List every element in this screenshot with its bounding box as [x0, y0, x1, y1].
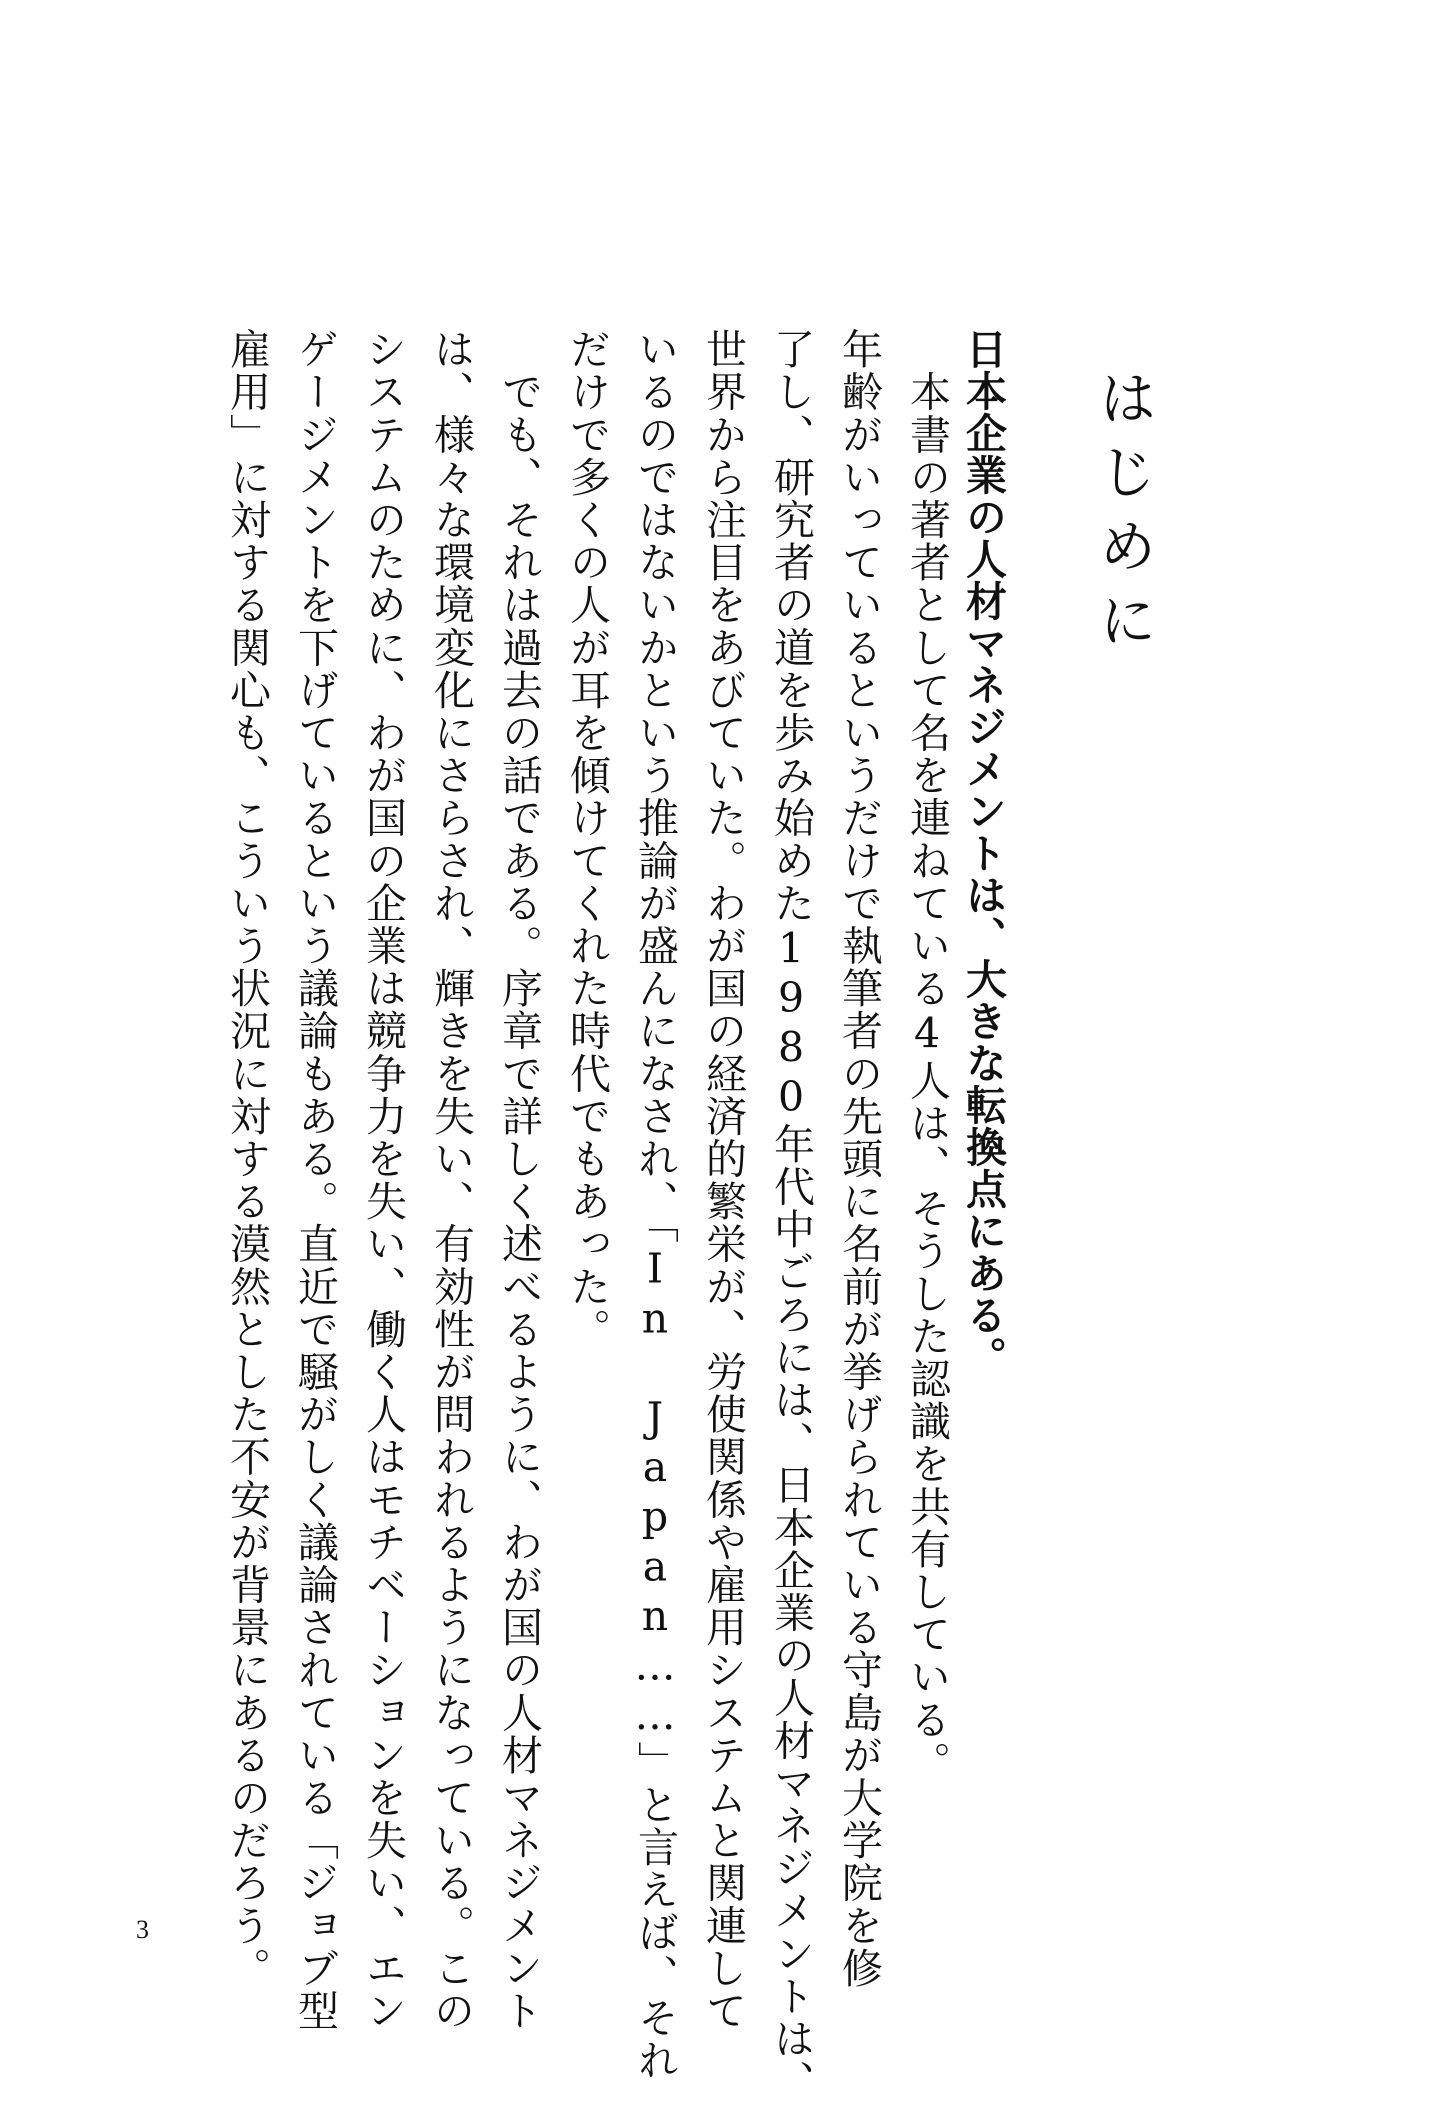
body-line: でも、それは過去の話である。序章で詳しく述べるように、わが国の人材マネジメント — [495, 328, 543, 2032]
body-line: 本書の著者として名を連ねている4人は、そうした認識を共有している。 — [903, 328, 951, 1784]
body-line: 雇用」に対する関心も、こういう状況に対する漠然とした不安が背景にあるのだろう。 — [223, 328, 271, 1990]
body-line: いるのではないかという推論が盛んになされ、「In Japan……」と言えば、それ — [631, 328, 679, 2082]
body-line: 世界から注目をあびていた。わが国の経済的繁栄が、労使関係や雇用システムと関連して — [699, 328, 747, 2032]
body-line: 年齢がいっているというだけで執筆者の先頭に名前が挙げられている守島が大学院を修 — [835, 328, 883, 1990]
body-line: だけで多くの人が耳を傾けてくれた時代でもあった。 — [563, 328, 611, 1351]
body-line: システムのために、わが国の企業は競争力を失い、働く人はモチベーションを失い、エン — [359, 328, 407, 2032]
page-number: 3 — [136, 1915, 149, 1944]
body-line: は、様々な環境変化にさらされ、輝きを失い、有効性が問われるようになっている。この — [427, 328, 475, 2032]
chapter-heading: 日本企業の人材マネジメントは、大きな転換点にある。 — [959, 328, 1007, 1378]
body-line: 了し、研究者の道を歩み始めた1980年代中ごろには、日本企業の人材マネジメントは、 — [767, 328, 815, 2103]
chapter-title: はじめに — [1089, 368, 1157, 664]
body-line: ゲージメントを下げているという議論もある。直近で騒がしく議論されている「ジョブ型 — [291, 328, 339, 2032]
